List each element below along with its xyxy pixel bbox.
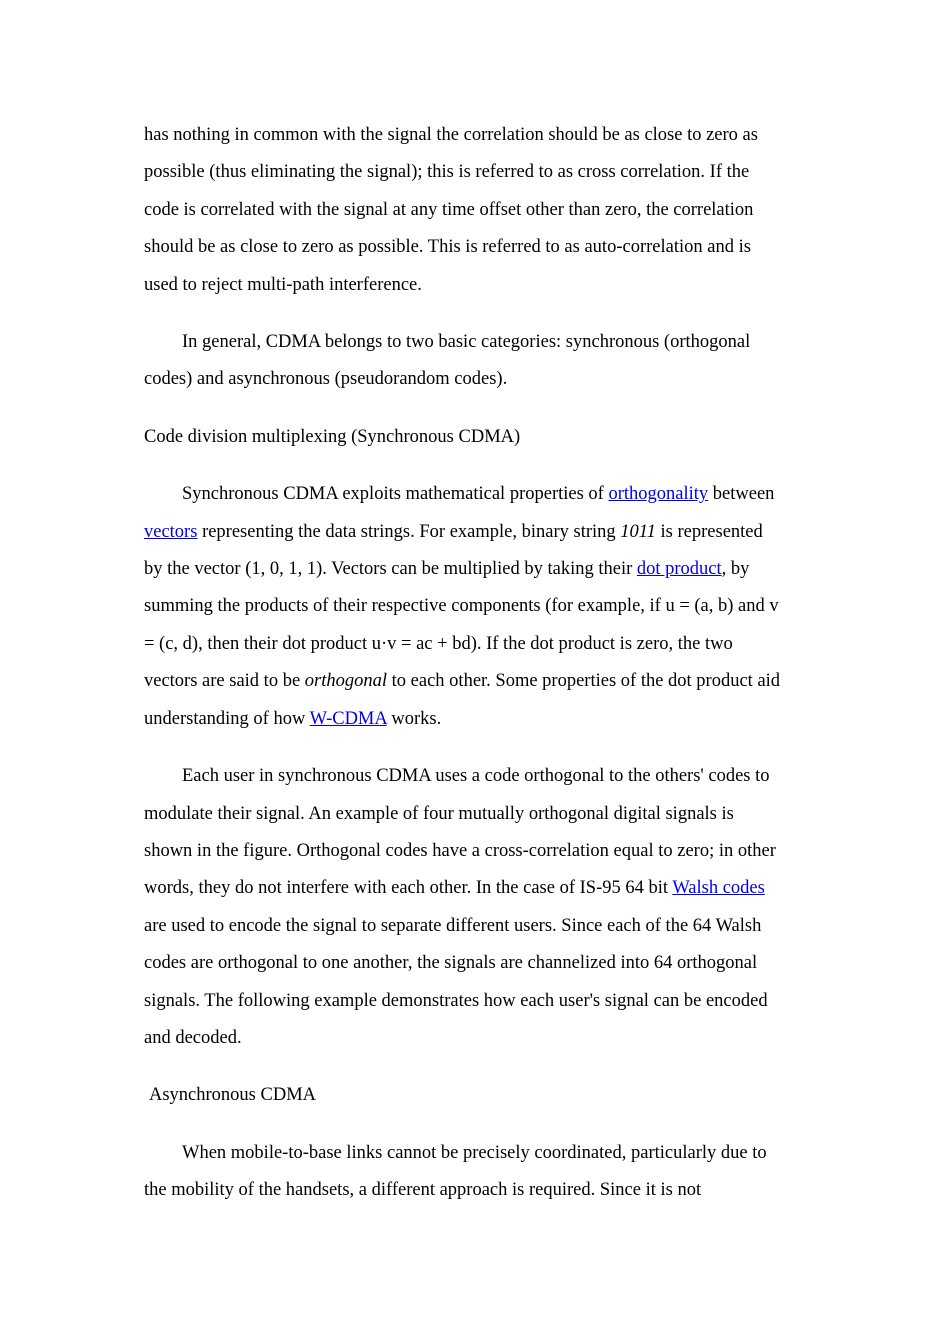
text-line: possible (thus eliminating the signal); this is referred to as cross correlation. If the (144, 162, 750, 183)
text-line: codes are orthogonal to one another, the signals are channelized into 64 orthogonal (144, 953, 758, 974)
paragraph-asynchronous-cdma (144, 1135, 806, 1210)
text-run: understanding of how (144, 708, 310, 729)
text-line: should be as close to zero as possible. This is referred to as auto-correlation and is (144, 237, 751, 258)
section-heading-asynchronous-cdma: Asynchronous CDMA (149, 1085, 317, 1106)
text-line: signals. The following example demonstrates how each user's signal can be encoded (144, 990, 768, 1011)
text-line: are used to encode the signal to separate different users. Since each of the 64 Walsh (144, 915, 762, 936)
text-line: has nothing in common with the signal the correlation should be as close to zero as (144, 125, 758, 145)
text-run: words, they do not interfere with each other. In the case of IS-95 64 bit (144, 878, 673, 899)
paragraph-categories (144, 324, 806, 399)
link-vectors[interactable]: vectors (144, 521, 198, 542)
text-line: summing the products of their respective components (for example, if u = (a, b) and v (144, 596, 779, 617)
text-run: Synchronous CDMA exploits mathematical properties of (182, 484, 609, 505)
paragraph-synchronous-cdma (144, 476, 806, 738)
text-run: vectors are said to be (144, 671, 305, 692)
text-line: When mobile-to-base links cannot be precisely coordinated, particularly due to (182, 1142, 767, 1163)
text-run: by the vector (1, 0, 1, 1). Vectors can be multiplied by taking their (144, 559, 637, 580)
link-walsh-codes[interactable]: Walsh codes (672, 878, 765, 899)
text-line: = (c, d), then their dot product u·v = ac + bd). If the dot product is zero, the two (144, 633, 733, 654)
link-orthogonality[interactable]: orthogonality (608, 484, 709, 505)
text-line (144, 476, 806, 513)
paragraph-correlation (144, 117, 806, 304)
text-line (144, 701, 806, 738)
text-line: codes) and asynchronous (pseudorandom codes). (144, 369, 508, 390)
text-run: between (708, 484, 775, 505)
emphasis-orthogonal: orthogonal (304, 671, 388, 692)
text-run: to each other. Some properties of the dot product aid (387, 671, 781, 692)
text-line: and decoded. (144, 1027, 242, 1048)
text-line: code is correlated with the signal at any time offset other than zero, the correlation (144, 199, 754, 220)
text-line (144, 514, 806, 551)
paragraph-orthogonal-codes (144, 758, 806, 1057)
text-line: used to reject multi-path interference. (144, 274, 422, 295)
text-line: In general, CDMA belongs to two basic categories: synchronous (orthogonal (182, 332, 751, 353)
text-line: Each user in synchronous CDMA uses a code orthogonal to the others' codes to (182, 766, 770, 787)
text-line (144, 870, 806, 907)
document-body (144, 117, 806, 1230)
text-run: , by (721, 559, 750, 580)
text-run: representing the data strings. For example, binary string (197, 521, 621, 542)
text-line: the mobility of the handsets, a different approach is required. Since it is not (144, 1180, 702, 1201)
section-heading-synchronous-cdma: Code division multiplexing (Synchronous CDMA) (144, 426, 521, 447)
link-w-cdma[interactable]: W-CDMA (309, 708, 387, 729)
text-line: shown in the figure. Orthogonal codes have a cross-correlation equal to zero; in other (144, 840, 776, 861)
text-line: modulate their signal. An example of four mutually orthogonal digital signals is (144, 803, 734, 824)
link-dot-product[interactable]: dot product (636, 559, 722, 580)
text-line (144, 551, 806, 588)
text-line (144, 663, 806, 700)
text-run: works. (386, 708, 442, 729)
text-run: is represented (655, 521, 763, 542)
emphasis-binary-string: 1011 (620, 521, 656, 542)
